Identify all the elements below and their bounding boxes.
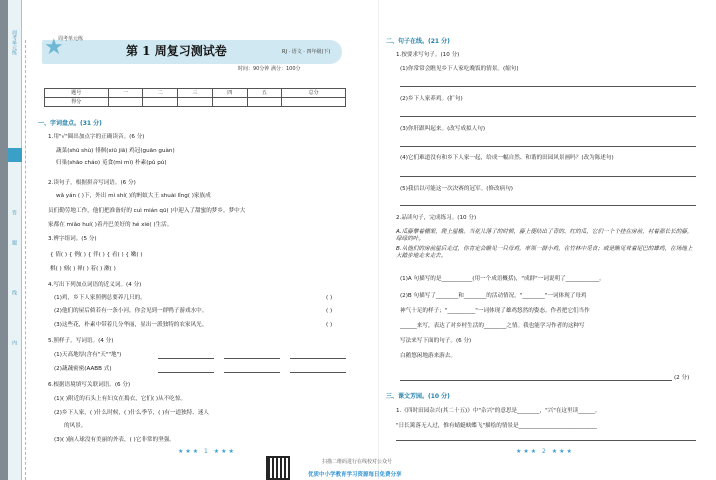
score-cell: 一	[108, 89, 143, 98]
star-icon: ★	[44, 35, 64, 60]
question-line: 棋( ) 刻( ) 禅( ) 着( ) 漱( )	[50, 266, 116, 272]
side-strip	[8, 0, 22, 480]
question-line: (1)你常常会瞧见乡下人家吃晚饭的情景。(缩句)	[400, 66, 519, 72]
side-label: 题	[11, 240, 17, 245]
page-title: 第 1 周复习测试卷	[126, 44, 227, 58]
question-line: (2)蔬蔬密密(AABB 式)	[54, 366, 112, 372]
footer-note: 扫描二维码进行在线校对公众号	[322, 459, 393, 465]
section-heading: 二、句子在线。(21 分)	[386, 38, 450, 45]
section-heading: 一、字词盘点。(31 分)	[38, 120, 102, 127]
qr-code	[266, 456, 290, 480]
question-line: (1)A 句描写的是___________(用一个成语概括)，"成群"一词说明了____________。	[400, 276, 605, 282]
question-line: (3)你肝跟叫起来。(改写成拟人句)	[400, 126, 486, 132]
score-cell: 五	[247, 89, 282, 98]
page-number: ★★★ 1 ★★★	[178, 448, 236, 455]
score-cell: 总分	[282, 89, 346, 98]
question-line: (2)他们的屋后倘若有一条小河，你会见到一群鸭子游戏水中。	[54, 308, 208, 314]
question-line: 1.用"√"圈出加点字的正确读音。(6 分)	[48, 134, 145, 140]
question-line: 1.《四时田园杂兴(其二十五)》中"杂兴"的意思是________，"兴"在这里读______。	[396, 408, 601, 414]
question-line: 归巢(shāo cháo) 觅食(mì mì) 朴素(pǔ pú)	[56, 160, 167, 166]
question-line: ______来写，表达了对乡村生活的________之情。我也能学习作者的这种写	[400, 323, 585, 329]
question-line: (3)( )脑人球没有美丽的外表，( )它非常的坚强。	[54, 437, 175, 443]
question-line: 6.根据语境填写关联词语。(6 分)	[48, 382, 131, 388]
passage-a: A.瓜藤攀着棚架，爬上屋檐。当花儿落了的时候，藤上便结出了青的、红的瓜，它们一个个挂在房前，衬着那长长的藤，绿绿的叶。	[396, 229, 693, 242]
question-line: 写法来写下面的句子。(6 分)	[400, 338, 472, 344]
score-cell: 四	[212, 89, 247, 98]
passage-b: B.从他们的房前屋后走过，你肯定会瞧见一只母鸡，率领一群小鸡，在竹林中觅食；或是瞧见耸着尾巴的雄鸡，在场地上大踏步地走来走去。	[396, 246, 693, 259]
title-banner	[42, 35, 342, 72]
page-number: ★★★ 2 ★★★	[516, 448, 574, 455]
score-cell	[143, 98, 178, 107]
question-line: (2)B 句描写了________和________的活动情况。"________"一词体现了母鸡	[400, 293, 587, 299]
score-table	[44, 88, 346, 107]
score-cell	[282, 98, 346, 107]
question-line: 蔬菜(shū shù) 徘徊(xiū jiā) 鸡冠(guān guàn)	[56, 148, 175, 154]
banner-tag: 周考单元练	[58, 36, 84, 42]
side-tab	[8, 148, 22, 162]
question-line: 的风景。	[64, 423, 87, 429]
subject-label: RJ · 语文 · 四年级(下)	[282, 49, 331, 55]
exam-sheet	[8, 0, 716, 480]
question-line: (5)我信以可能这一次决赛的冠军。(修改病句)	[400, 186, 513, 192]
question-line: (4)它们难道没有和乡下人家一起，给成一幅自然、和谐的田园风景画吗？(改为陈述句)	[400, 155, 614, 161]
question-line: (1)鸡，乡下人家照例总要养几只的。	[54, 295, 146, 301]
score-cell	[108, 98, 143, 107]
question-line: 神气十足的样子；"__________"一词体现了雄鸡悠然的姿态。作者把它们当作	[400, 308, 590, 314]
question-line: 家都在 miǎo huí( )着丹巴美好的 hé xié( )生活。	[48, 222, 173, 228]
question-line: 5.照样子，写词语。(4 分)	[48, 338, 114, 344]
footer-slogan: 优质中小学教育学习资源每日免费分享	[308, 472, 402, 478]
page-divider	[378, 0, 379, 480]
question-line: (2)乡下人家养鸡。(扩句)	[400, 96, 463, 102]
side-label: 线	[11, 290, 17, 295]
question-line: (1)( )附近的石头上有妇女在捣衣，它们( )从不吃惊。	[54, 396, 187, 402]
score-cell: 三	[178, 89, 213, 98]
question-line: (2)乡下人家，( )什么时候，( )什么季节，( )有一道独特、迷人	[54, 410, 210, 416]
cut-line	[25, 40, 26, 480]
section-heading: 三、课文芳园。(10 分)	[386, 393, 450, 400]
question-line: (2 分)	[674, 375, 690, 381]
question-line: "日长篱落无人过，惟有蜻蜓蛱蝶飞"描绘的情景是____________________________	[396, 423, 597, 429]
answer-paren: ( )	[326, 322, 333, 328]
question-line: { 倩( ) { 例( ) { 伴( ) { 看( ) { 嫩( )	[50, 252, 143, 258]
question-line: 2.品读句子，完成练习。(10 分)	[396, 215, 477, 221]
question-line: (1)天高地厚(含有"天""地")	[54, 352, 122, 358]
side-label: 答	[11, 210, 17, 215]
time-score: 时间：90分钟 满分：100分	[238, 66, 301, 72]
side-label: 周考单元练	[11, 30, 17, 55]
score-cell	[178, 98, 213, 107]
score-cell	[247, 98, 282, 107]
side-label: 内	[11, 340, 17, 345]
score-cell: 二	[143, 89, 178, 98]
question-line: (3)这些花，朴素中带着几分华丽，显出一派独特的农家风光。	[54, 322, 208, 328]
answer-paren: ( )	[326, 295, 333, 301]
answer-paren: ( )	[326, 308, 333, 314]
question-line: 1.按要求写句子。(10 分)	[396, 52, 460, 58]
score-cell	[212, 98, 247, 107]
score-cell: 得分	[45, 98, 109, 107]
question-line: 员们勤劳地工作，他们把准备好的 cuì mián qū( )中迎入了甜蜜的梦乡。梦中大	[48, 208, 246, 214]
question-line: 2.读句子，根据拼音写词语。(6 分)	[48, 180, 136, 186]
question-line: 白鹅悠闲地游来游去。	[400, 353, 456, 359]
score-cell: 题号	[45, 89, 109, 98]
question-line: 3.辨字组词。(5 分)	[48, 236, 97, 242]
question-line: wǎ yán ( )下，外出 mì shí( )的蚂蚁大王 shuài lǐng( )家族成	[56, 193, 211, 199]
question-line: 4.写出下列加点词语的近义词。(4 分)	[48, 282, 142, 288]
